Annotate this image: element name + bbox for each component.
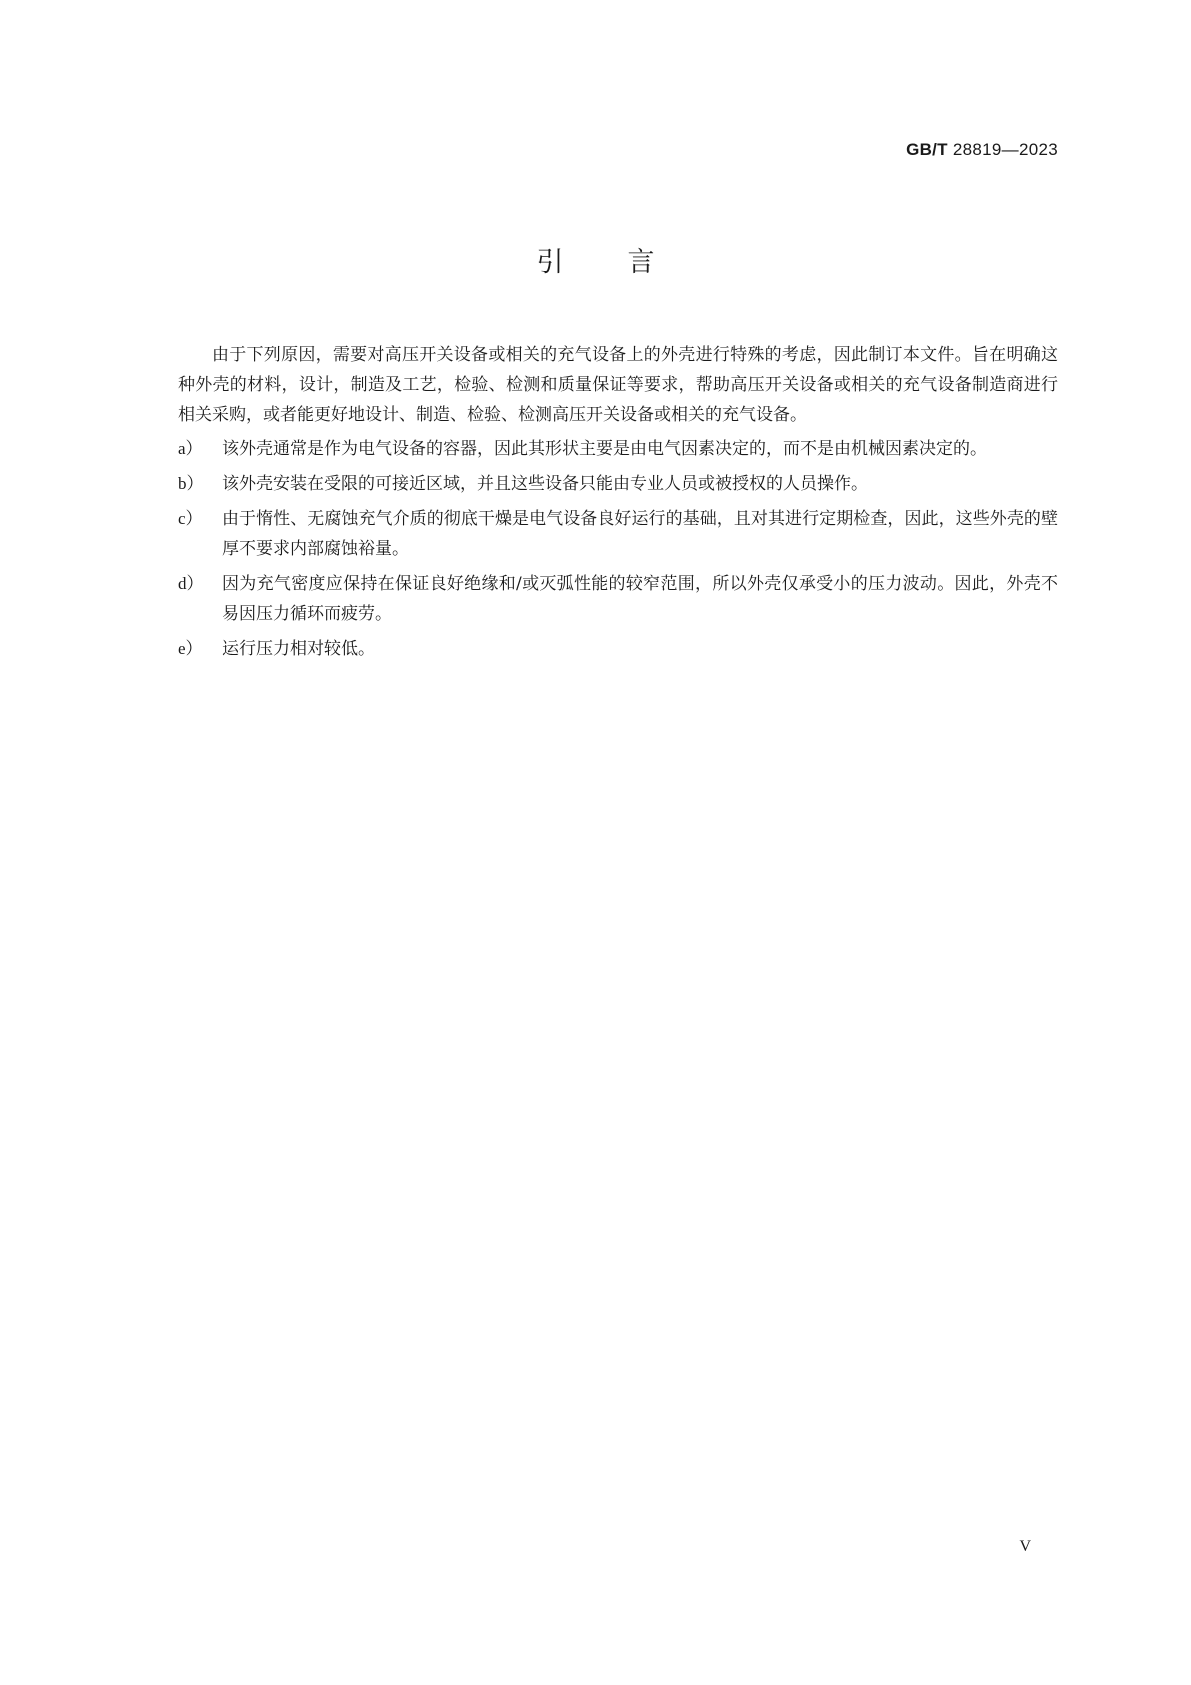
page-number: V bbox=[1019, 1538, 1031, 1555]
list-marker: d） bbox=[178, 574, 204, 593]
list-item bbox=[178, 504, 1058, 564]
list-item-text: 运行压力相对较低。 bbox=[222, 639, 375, 659]
list-item bbox=[178, 434, 1058, 464]
list-item-text: 该外壳安装在受限的可接近区域，并且这些设备只能由专业人员或被授权的人员操作。 bbox=[222, 474, 868, 494]
page-title: 引言 bbox=[536, 247, 719, 278]
list-marker: b） bbox=[178, 474, 204, 493]
list-marker: a） bbox=[178, 439, 203, 458]
list-item-text: 由于惰性、无腐蚀充气介质的彻底干燥是电气设备良好运行的基础，且对其进行定期检查，因此，这些外壳的壁厚不要求内部腐蚀裕量。 bbox=[222, 509, 1058, 559]
list-marker: c） bbox=[178, 509, 203, 528]
list-item-text: 该外壳通常是作为电气设备的容器，因此其形状主要是由电气因素决定的，而不是由机械因素决定的。 bbox=[222, 439, 987, 459]
list-item bbox=[178, 469, 1058, 499]
standard-code bbox=[906, 140, 1058, 160]
document-body bbox=[178, 340, 1058, 669]
list-item bbox=[178, 634, 1058, 664]
standard-prefix: GB/T bbox=[906, 140, 948, 159]
intro-paragraph: 由于下列原因，需要对高压开关设备或相关的充气设备上的外壳进行特殊的考虑，因此制订本文件。旨在明确这种外壳的材料，设计，制造及工艺，检验、检测和质量保证等要求，帮助高压开关设备或相关的充气设备制造商进行相关采购，或者能更好地设计、制造、检验、检测高压开关设备或相关的充气设备。 bbox=[178, 345, 1058, 425]
list-marker: e） bbox=[178, 639, 203, 658]
list-item-text: 因为充气密度应保持在保证良好绝缘和/或灭弧性能的较窄范围，所以外壳仅承受小的压力波动。因此，外壳不易因压力循环而疲劳。 bbox=[222, 574, 1058, 624]
standard-number: 28819—2023 bbox=[952, 140, 1058, 159]
list-item bbox=[178, 569, 1058, 629]
reason-list bbox=[178, 434, 1058, 664]
